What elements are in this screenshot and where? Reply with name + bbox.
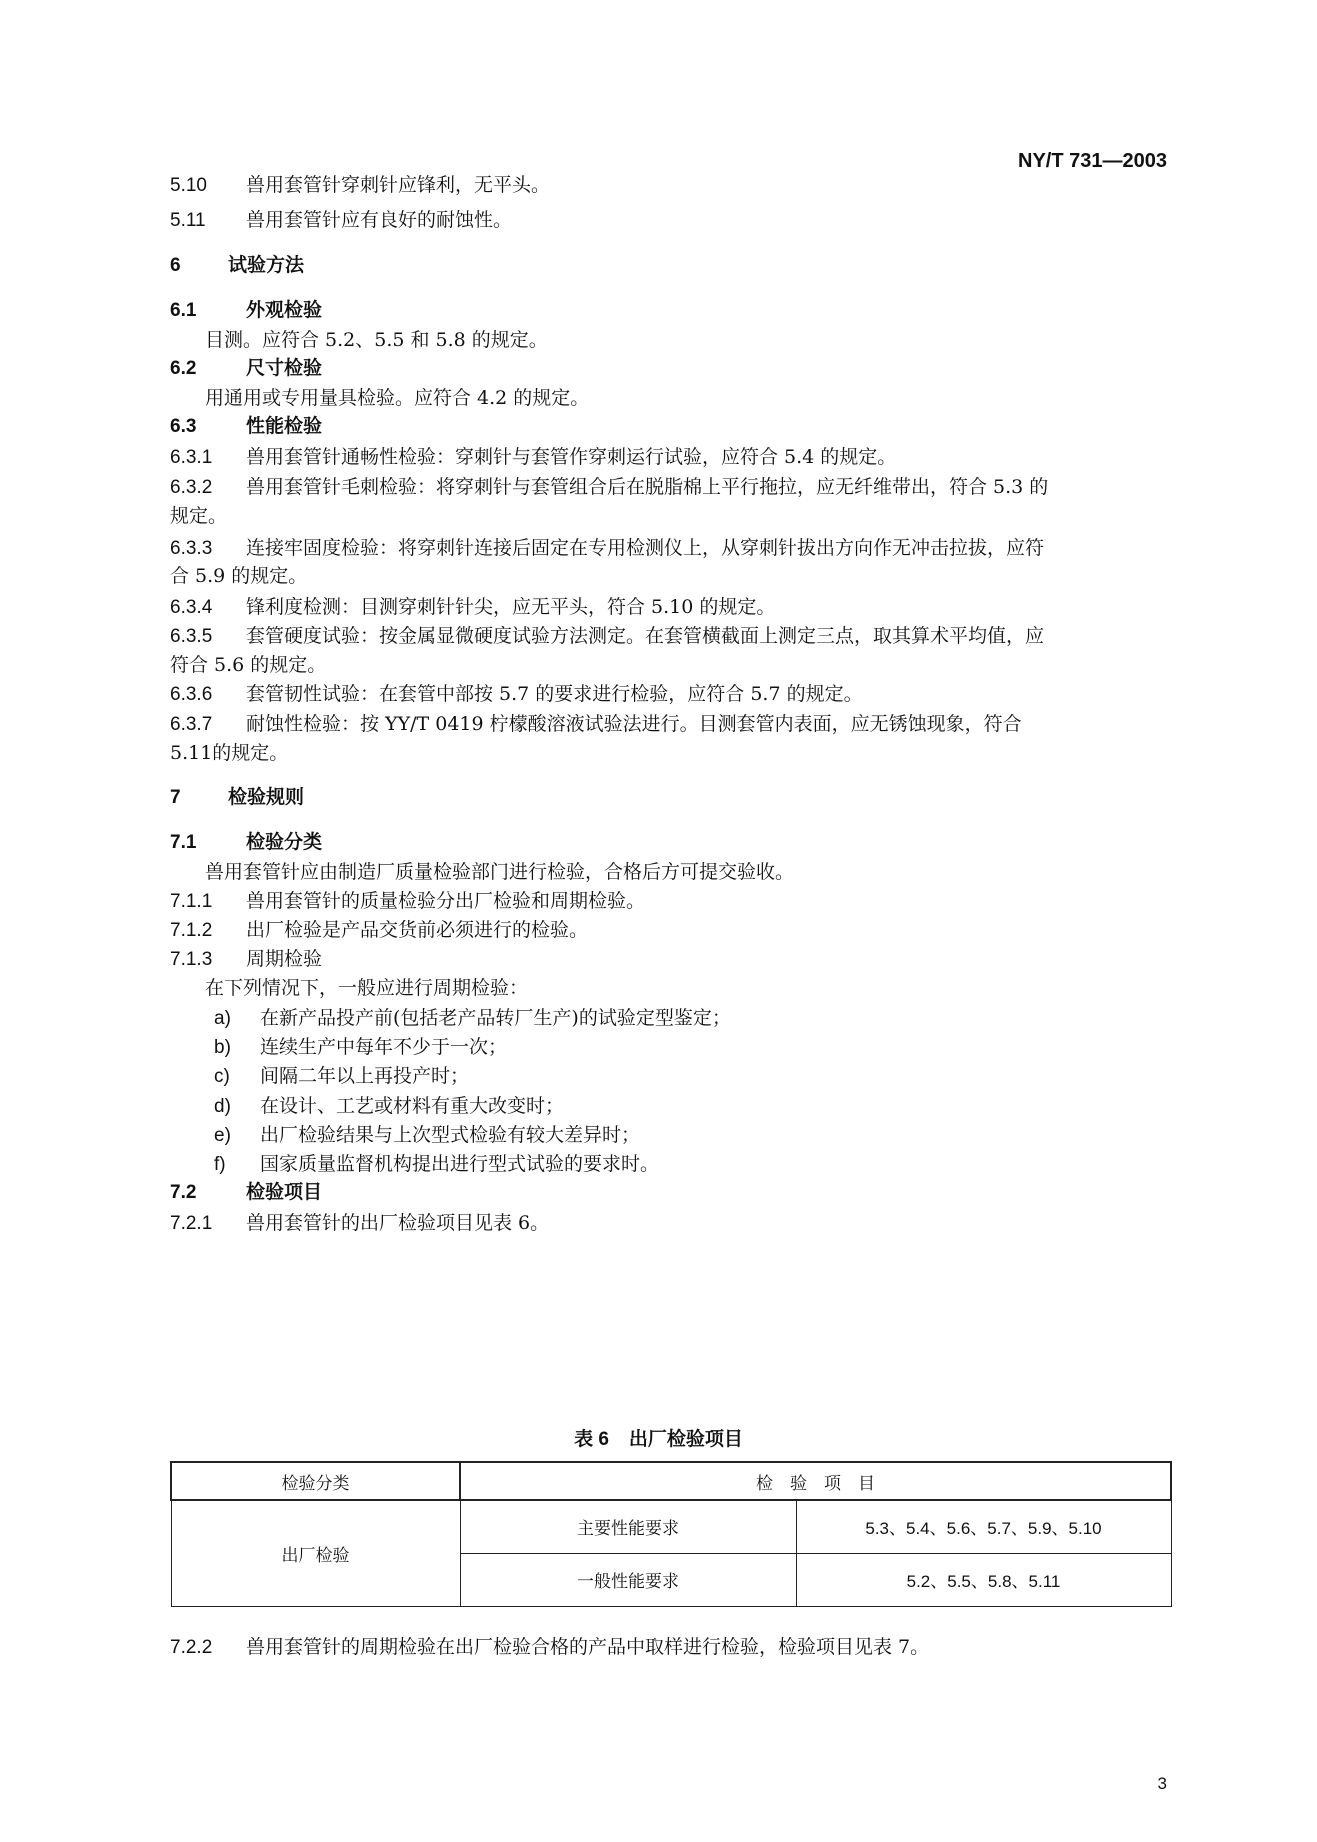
- list-text: 在新产品投产前(包括老产品转厂生产)的试验定型鉴定；: [260, 1007, 731, 1029]
- list-label: f): [214, 1154, 226, 1175]
- list-text: 间隔二年以上再投产时；: [260, 1065, 470, 1087]
- clause-text: 周期检验: [246, 948, 323, 970]
- list-item: [214, 1093, 1214, 1120]
- clause-text: 兽用套管针通畅性检验：穿刺针与套管作穿刺运行试验，应符合 5.4 的规定。: [246, 446, 897, 468]
- clause-6-3-7: [170, 711, 1170, 738]
- clause-text: 锋利度检测：目测穿刺针针尖，应无平头，符合 5.10 的规定。: [246, 596, 776, 618]
- clause-text: 连接牢固度检验：将穿刺针连接后固定在专用检测仪上，从穿刺针拔出方向作无冲击拉拔，应符: [246, 537, 1045, 559]
- clause-text: 兽用套管针的质量检验分出厂检验和周期检验。: [246, 890, 646, 912]
- clause-number: 6.3.2: [170, 477, 213, 498]
- clause-text: 出厂检验是产品交货前必须进行的检验。: [246, 919, 589, 941]
- table-caption-title: 出厂检验项目: [628, 1429, 743, 1450]
- clause-6-1-body: 目测。应符合 5.2、5.5 和 5.8 的规定。: [205, 329, 548, 351]
- table-header-items: 检 验 项 目: [460, 1462, 1171, 1500]
- clause-6-3-5-cont: 符合 5.6 的规定。: [170, 654, 327, 676]
- clause-7-1-1: [170, 888, 1170, 915]
- clause-7-1-body: 兽用套管针应由制造厂质量检验部门进行检验，合格后方可提交验收。: [205, 861, 795, 883]
- clause-number: 7.2: [170, 1182, 197, 1203]
- clause-6-3-7-cont: 5.11的规定。: [170, 742, 289, 764]
- list-text: 在设计、工艺或材料有重大改变时；: [260, 1095, 565, 1117]
- list-item: [214, 1063, 1214, 1090]
- clause-6-3-4: [170, 594, 1170, 621]
- list-label: d): [214, 1096, 231, 1117]
- clause-6-3-6: [170, 681, 1170, 708]
- clause-number: 6.3.6: [170, 684, 213, 705]
- list-label: c): [214, 1066, 230, 1087]
- clause-number: 7.1: [170, 832, 197, 853]
- clause-6-3-heading: [170, 414, 1170, 440]
- table-header-row: [171, 1462, 1171, 1500]
- clause-5-10: [170, 172, 1170, 199]
- list-text: 连续生产中每年不少于一次；: [260, 1036, 508, 1058]
- list-text: 国家质量监督机构提出进行型式试验的要求时。: [260, 1153, 660, 1175]
- clause-number: 6.3.4: [170, 597, 213, 618]
- table-cell-clauses: 5.2、5.5、5.8、5.11: [796, 1553, 1171, 1606]
- section-title: 试验方法: [228, 255, 305, 276]
- list-item: [214, 1005, 1214, 1032]
- clause-6-3-3-cont: 合 5.9 的规定。: [170, 565, 308, 587]
- list-item: [214, 1034, 1214, 1061]
- list-label: b): [214, 1037, 231, 1058]
- clause-7-2-heading: [170, 1180, 1170, 1206]
- table-6-caption: [0, 1424, 1317, 1451]
- clause-number: 7.1.2: [170, 920, 213, 941]
- table-cell-category: 出厂检验: [171, 1500, 460, 1606]
- clause-6-3-3: [170, 535, 1170, 562]
- table-header-category: 检验分类: [171, 1462, 460, 1500]
- page-number: 3: [1157, 1774, 1167, 1793]
- table-6: [170, 1461, 1172, 1607]
- clause-text: 兽用套管针应有良好的耐蚀性。: [246, 209, 513, 231]
- clause-text: 兽用套管针毛刺检验：将穿刺针与套管组合后在脱脂棉上平行拖拉，应无纤维带出，符合 5.3 的: [246, 476, 1049, 498]
- clause-number: 6.3.1: [170, 447, 213, 468]
- clause-number: 6.3.3: [170, 538, 213, 559]
- clause-text: 套管韧性试验：在套管中部按 5.7 的要求进行检验，应符合 5.7 的规定。: [246, 683, 863, 705]
- section-7-heading: [170, 785, 1170, 811]
- clause-number: 5.11: [170, 210, 206, 231]
- clause-text: 兽用套管针的出厂检验项目见表 6。: [246, 1212, 550, 1234]
- clause-7-2-2: [170, 1634, 1170, 1661]
- clause-7-1-2: [170, 917, 1170, 944]
- list-item: [214, 1151, 1214, 1178]
- clause-6-1-heading: [170, 298, 1170, 324]
- table-cell-requirement: 一般性能要求: [460, 1553, 796, 1606]
- table-cell-requirement: 主要性能要求: [460, 1500, 796, 1553]
- clause-number: 5.10: [170, 175, 207, 196]
- section-title: 检验规则: [228, 787, 305, 808]
- section-number: 6: [170, 255, 181, 276]
- clause-7-1-3-body: 在下列情况下，一般应进行周期检验：: [205, 977, 529, 999]
- clause-7-1-3: [170, 946, 1170, 973]
- clause-number: 6.3: [170, 416, 197, 437]
- table-caption-number: 表 6: [574, 1429, 609, 1450]
- clause-6-3-2: [170, 474, 1170, 501]
- clause-7-1-heading: [170, 830, 1170, 856]
- table-row: [171, 1500, 1171, 1553]
- clause-text: 套管硬度试验：按金属显微硬度试验方法测定。在套管横截面上测定三点，取其算术平均值，应: [246, 625, 1045, 647]
- clause-number: 7.2.2: [170, 1637, 213, 1658]
- clause-number: 7.1.1: [170, 891, 213, 912]
- clause-6-2-body: 用通用或专用量具检验。应符合 4.2 的规定。: [205, 387, 590, 409]
- clause-number: 7.2.1: [170, 1213, 213, 1234]
- clause-title: 性能检验: [246, 416, 323, 437]
- standard-id: NY/T 731—2003: [1018, 150, 1167, 172]
- clause-text: 兽用套管针穿刺针应锋利，无平头。: [246, 174, 551, 196]
- clause-title: 尺寸检验: [246, 358, 323, 379]
- table-cell-clauses: 5.3、5.4、5.6、5.7、5.9、5.10: [796, 1500, 1171, 1553]
- clause-title: 检验项目: [246, 1182, 323, 1203]
- list-label: a): [214, 1008, 231, 1029]
- clause-title: 外观检验: [246, 300, 323, 321]
- section-number: 7: [170, 787, 181, 808]
- clause-title: 检验分类: [246, 832, 323, 853]
- clause-7-2-1: [170, 1210, 1170, 1237]
- clause-6-2-heading: [170, 356, 1170, 382]
- clause-number: 7.1.3: [170, 949, 213, 970]
- section-6-heading: [170, 253, 1170, 279]
- clause-5-11: [170, 207, 1170, 234]
- clause-number: 6.1: [170, 300, 197, 321]
- clause-6-3-2-cont: 规定。: [170, 505, 228, 527]
- clause-text: 兽用套管针的周期检验在出厂检验合格的产品中取样进行检验，检验项目见表 7。: [246, 1636, 930, 1658]
- clause-number: 6.3.5: [170, 626, 213, 647]
- list-text: 出厂检验结果与上次型式检验有较大差异时；: [260, 1124, 641, 1146]
- list-label: e): [214, 1125, 231, 1146]
- clause-6-3-5: [170, 623, 1170, 650]
- clause-number: 6.2: [170, 358, 197, 379]
- clause-text: 耐蚀性检验：按 YY/T 0419 柠檬酸溶液试验法进行。目测套管内表面，应无锈蚀现象，符合: [246, 713, 1022, 735]
- clause-6-3-1: [170, 444, 1170, 471]
- clause-number: 6.3.7: [170, 714, 213, 735]
- list-item: [214, 1122, 1214, 1149]
